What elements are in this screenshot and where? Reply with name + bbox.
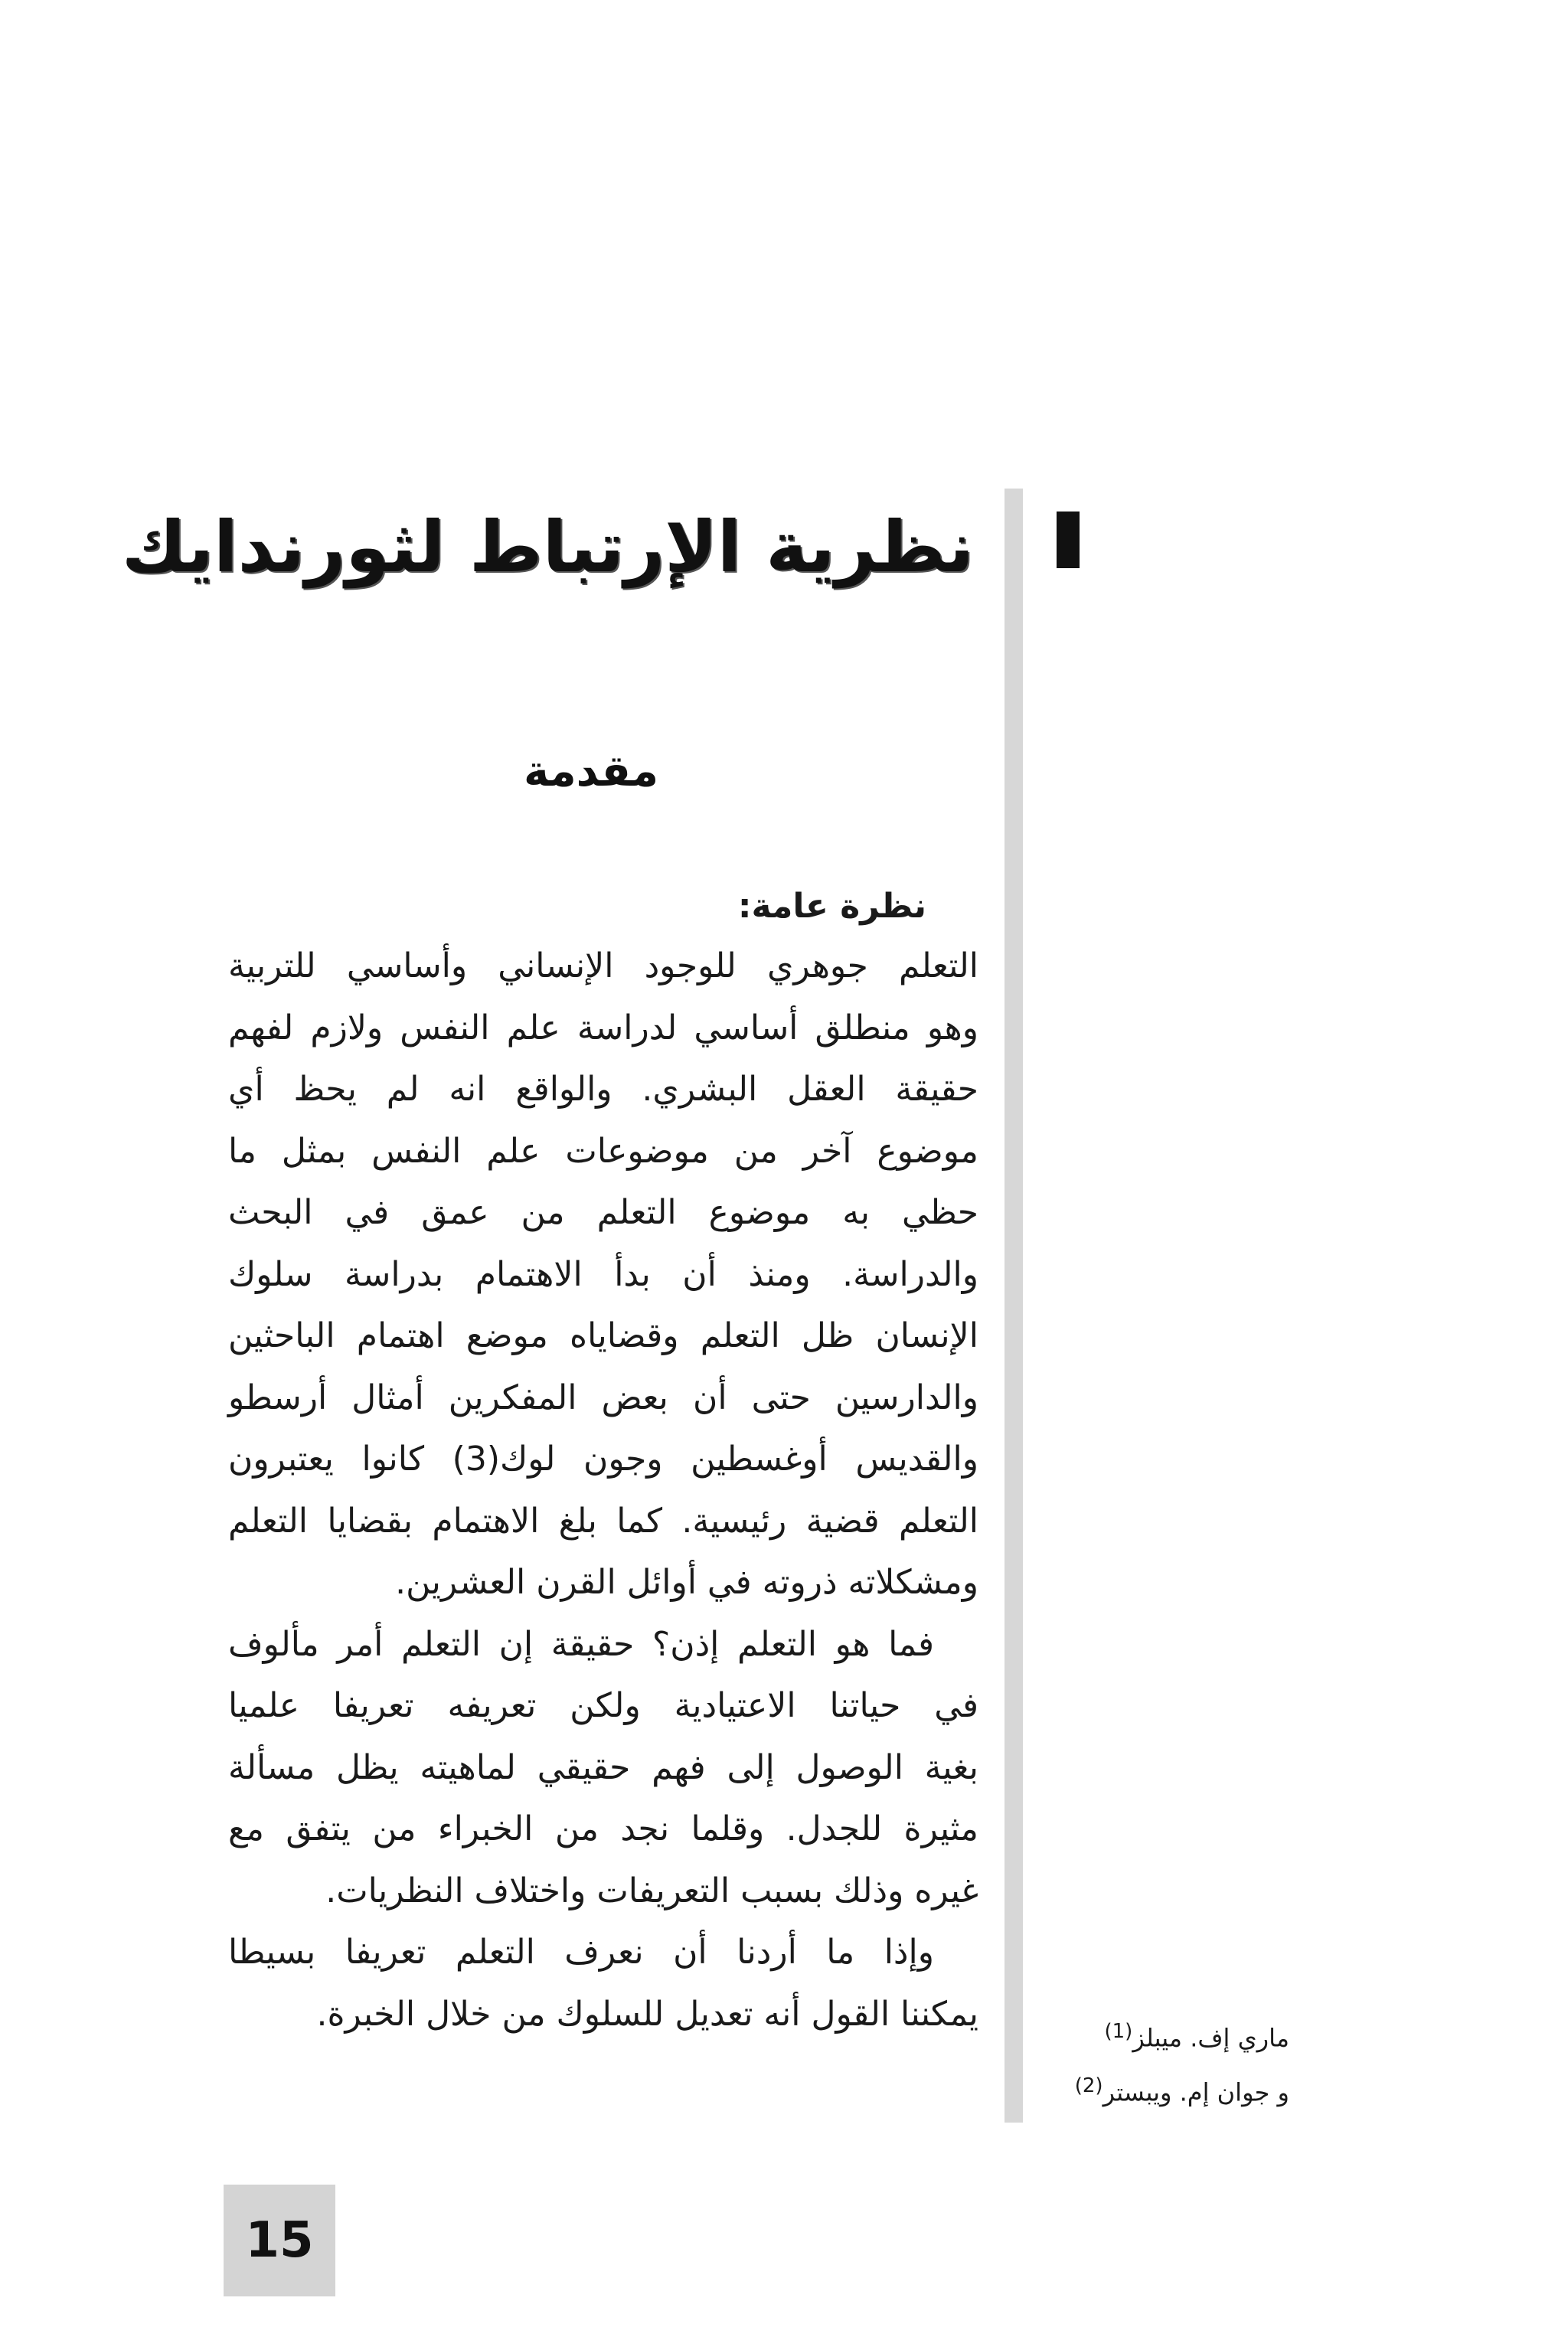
margin-note-text: ماري إف. ميبلز (1132, 2023, 1289, 2053)
margin-notes (1044, 2008, 1289, 2116)
body-text (228, 936, 978, 2045)
chapter-title: نظرية الإرتباط لثورندايك (121, 506, 974, 588)
body-line: مثيرة للجدل. وقلما نجد من الخبراء من يتفق مع (228, 1809, 978, 1848)
vertical-divider (1004, 489, 1023, 2123)
body-line: فما هو التعلم إذن؟ حقيقة إن التعلم أمر مألوف (228, 1624, 934, 1664)
body-line: التعلم قضية رئيسية. كما بلغ الاهتمام بقضايا التعلم (228, 1501, 978, 1541)
body-line: حقيقة العقل البشري. والواقع انه لم يحظ أي (228, 1070, 978, 1109)
page-number: 15 (245, 2212, 314, 2269)
chapter-number-bar (1057, 512, 1080, 568)
body-line: غيره وذلك بسبب التعريفات واختلاف النظريات. (325, 1871, 978, 1910)
body-line: التعلم جوهري للوجود الإنساني وأساسي للتربية (228, 946, 978, 985)
subheading: نظرة عامة: (737, 887, 926, 926)
body-line: موضوع آخر من موضوعات علم النفس بمثل ما (228, 1131, 978, 1171)
margin-note (1044, 2008, 1289, 2062)
margin-note (1044, 2062, 1289, 2116)
body-line: بغية الوصول إلى فهم حقيقي لماهيته يظل مسألة (228, 1747, 978, 1787)
body-line: والدراسة. ومنذ أن بدأ الاهتمام بدراسة سلوك (228, 1254, 978, 1294)
body-line: ومشكلاته ذروته في أوائل القرن العشرين. (395, 1563, 978, 1602)
body-line: وهو منطلق أساسي لدراسة علم النفس ولازم لفهم (228, 1008, 978, 1048)
body-line: والدارسين حتى أن بعض المفكرين أمثال أرسطو (228, 1378, 978, 1417)
section-heading: مقدمة (524, 747, 658, 796)
body-line: والقديس أوغسطين وجون لوك(3) كانوا يعتبرون (228, 1440, 978, 1479)
page-number-box (224, 2185, 335, 2296)
body-line: يمكننا القول أنه تعديل للسلوك من خلال الخبرة. (316, 1994, 978, 2034)
body-line: الإنسان ظل التعلم وقضاياه موضع اهتمام الباحثين (228, 1316, 978, 1355)
margin-note-text: و جوان إم. ويبستر (1102, 2077, 1289, 2107)
body-line: في حياتنا الاعتيادية ولكن تعريفه تعريفا علميا (228, 1686, 978, 1725)
footnote-ref: (2) (1074, 2074, 1103, 2097)
footnote-ref: (1) (1104, 2020, 1133, 2043)
body-line: حظي به موضوع التعلم من عمق في البحث (228, 1193, 978, 1232)
body-line: وإذا ما أردنا أن نعرف التعلم تعريفا بسيطا (228, 1933, 934, 1972)
